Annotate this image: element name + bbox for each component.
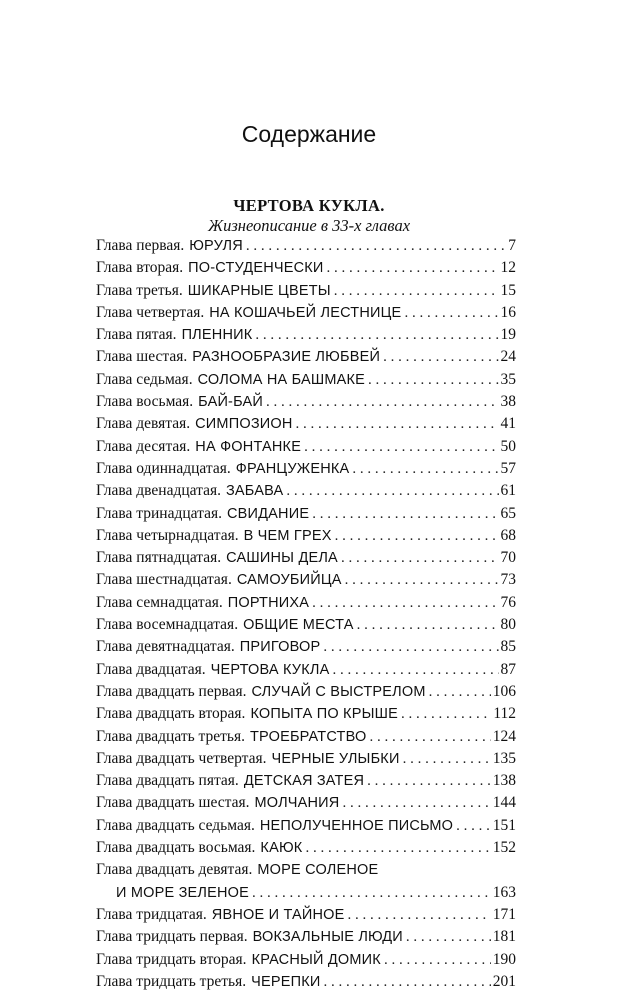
chapter-label: Глава тридцать третья. [96, 972, 247, 990]
toc-line [96, 503, 516, 525]
chapter-label: Глава тридцатая. [96, 905, 207, 923]
chapter-label: Глава десятая. [96, 437, 191, 455]
dot-leader [400, 748, 491, 770]
chapter-title-continuation: И МОРЕ ЗЕЛЕНОЕ [116, 884, 250, 901]
chapter-label: Глава двадцать вторая. [96, 705, 246, 723]
toc-line [96, 949, 516, 971]
toc-line [96, 726, 516, 748]
toc-line [96, 436, 516, 458]
chapter-title: ПОРТНИХА [227, 594, 310, 611]
chapter-page: 50 [500, 437, 516, 455]
toc-entry [96, 369, 516, 391]
chapter-label: Глава восемнадцатая. [96, 616, 239, 634]
chapter-label: Глава восьмая. [96, 393, 194, 411]
chapter-page: 181 [492, 928, 516, 946]
chapter-title: КАЮК [260, 840, 303, 857]
toc-entry [96, 614, 516, 636]
chapter-page: 16 [500, 303, 516, 321]
chapter-page: 24 [500, 348, 516, 366]
chapter-label: Глава шестая. [96, 348, 188, 366]
dot-leader [365, 369, 498, 391]
toc-entry [96, 235, 516, 257]
toc-line [96, 458, 516, 480]
toc-entry [96, 592, 516, 614]
chapter-label: Глава седьмая. [96, 370, 193, 388]
dot-leader [320, 971, 490, 993]
toc-line [96, 391, 516, 413]
toc-entry [96, 302, 516, 324]
chapter-title: ДЕТСКАЯ ЗАТЕЯ [243, 773, 365, 790]
chapter-title: СИМПОЗИОН [195, 416, 293, 433]
toc-entry [96, 971, 516, 993]
dot-leader [380, 346, 498, 368]
chapter-title: СЛУЧАЙ С ВЫСТРЕЛОМ [251, 683, 426, 700]
dot-leader [338, 547, 499, 569]
toc-line [96, 525, 516, 547]
chapter-label: Глава двадцатая. [96, 660, 206, 678]
toc-line [96, 547, 516, 569]
dot-leader [381, 949, 491, 971]
toc-entry [96, 815, 516, 837]
toc-entry [96, 569, 516, 591]
toc-line [96, 971, 516, 993]
toc-line [96, 636, 516, 658]
dot-leader [345, 904, 491, 926]
toc-entry [96, 904, 516, 926]
table-of-contents [96, 235, 516, 993]
dot-leader [249, 882, 491, 904]
dot-leader [426, 681, 491, 703]
chapter-title: ЗАБАВА [225, 483, 284, 500]
toc-line [96, 235, 516, 257]
chapter-label: Глава третья. [96, 281, 183, 299]
chapter-label: Глава первая. [96, 237, 185, 254]
dot-leader [252, 324, 498, 346]
chapter-label: Глава семнадцатая. [96, 593, 223, 611]
toc-entry [96, 413, 516, 435]
dot-leader [339, 792, 490, 814]
toc-line [96, 904, 516, 926]
dot-leader [301, 436, 498, 458]
dot-leader [302, 837, 490, 859]
toc-line [96, 413, 516, 435]
toc-entry [96, 748, 516, 770]
toc-entry [96, 324, 516, 346]
chapter-label: Глава четырнадцатая. [96, 526, 239, 544]
chapter-page: 138 [492, 772, 516, 790]
chapter-page: 7 [508, 237, 516, 254]
toc-line [96, 815, 516, 837]
chapter-title: ФРАНЦУЖЕНКА [235, 460, 350, 477]
chapter-title: САМОУБИЙЦА [236, 572, 342, 589]
chapter-label: Глава пятнадцатая. [96, 549, 222, 567]
toc-line [96, 770, 516, 792]
toc-entry [96, 280, 516, 302]
chapter-label: Глава пятая. [96, 326, 177, 344]
chapter-label: Глава двадцать четвертая. [96, 749, 267, 767]
chapter-page: 61 [500, 482, 516, 500]
toc-line [96, 324, 516, 346]
chapter-page: 15 [500, 281, 516, 299]
chapter-title: ЧЕРТОВА КУКЛА [210, 661, 330, 678]
chapter-title: САШИНЫ ДЕЛА [226, 550, 338, 567]
toc-line [96, 369, 516, 391]
dot-leader [331, 280, 499, 302]
chapter-title: ЮРУЛЯ [189, 238, 243, 254]
toc-entry [96, 859, 516, 904]
toc-line [96, 614, 516, 636]
chapter-page: 190 [492, 950, 516, 968]
chapter-label: Глава девятая. [96, 415, 191, 433]
toc-line [96, 569, 516, 591]
toc-line [96, 681, 516, 703]
dot-leader [283, 480, 498, 502]
chapter-page: 80 [500, 616, 516, 634]
dot-leader [342, 569, 499, 591]
chapter-page: 152 [492, 839, 516, 857]
chapter-title: СВИДАНИЕ [226, 505, 310, 522]
dot-leader [309, 503, 498, 525]
toc-line [96, 926, 516, 948]
chapter-page: 163 [492, 883, 516, 901]
dot-leader [324, 257, 499, 279]
toc-entry [96, 703, 516, 725]
dot-leader [349, 458, 498, 480]
toc-line [96, 837, 516, 859]
chapter-title: РАЗНООБРАЗИЕ ЛЮБВЕЙ [192, 349, 381, 366]
chapter-title: ЧЕРНЫЕ УЛЫБКИ [271, 750, 400, 767]
chapter-page: 76 [500, 593, 516, 611]
toc-entry [96, 480, 516, 502]
toc-line [96, 882, 516, 904]
page-heading: Содержание [241, 121, 377, 147]
chapter-page: 12 [500, 259, 516, 277]
chapter-label: Глава двадцать третья. [96, 727, 245, 745]
toc-entry [96, 547, 516, 569]
toc-line [96, 480, 516, 502]
dot-leader [309, 592, 498, 614]
toc-entry [96, 636, 516, 658]
chapter-label: Глава тридцать первая. [96, 928, 248, 946]
chapter-label: Глава девятнадцатая. [96, 638, 235, 656]
toc-entry [96, 926, 516, 948]
toc-line [96, 659, 516, 681]
chapter-title: НЕПОЛУЧЕННОЕ ПИСЬМО [259, 817, 454, 834]
book-subtitle: Жизнеописание в 33-х главах [207, 216, 411, 235]
chapter-label: Глава двадцать восьмая. [96, 839, 256, 857]
toc-entry [96, 391, 516, 413]
toc-entry [96, 257, 516, 279]
chapter-title: ПО-СТУДЕНЧЕСКИ [188, 260, 324, 277]
chapter-title: ЯВНОЕ И ТАЙНОЕ [211, 906, 345, 923]
chapter-page: 19 [500, 326, 516, 344]
dot-leader [320, 636, 498, 658]
chapter-label: Глава четвертая. [96, 303, 205, 321]
toc-entry [96, 792, 516, 814]
toc-line [96, 280, 516, 302]
book-title: ЧЕРТОВА КУКЛА. [233, 196, 385, 215]
chapter-label: Глава одиннадцатая. [96, 459, 231, 477]
toc-entry [96, 525, 516, 547]
chapter-page: 112 [493, 705, 516, 723]
chapter-page: 171 [492, 905, 516, 923]
chapter-title: ШИКАРНЫЕ ЦВЕТЫ [187, 282, 331, 299]
chapter-label: Глава двадцать шестая. [96, 794, 250, 812]
chapter-title: СОЛОМА НА БАШМАКЕ [197, 371, 366, 388]
chapter-page: 85 [500, 638, 516, 656]
chapter-page: 135 [492, 749, 516, 767]
dot-leader [332, 525, 499, 547]
chapter-title: МОРЕ СОЛЕНОЕ [257, 862, 379, 879]
dot-leader [398, 703, 491, 725]
chapter-page: 38 [500, 393, 516, 411]
toc-entry [96, 681, 516, 703]
toc-entry [96, 726, 516, 748]
toc-line [96, 302, 516, 324]
chapter-title: МОЛЧАНИЯ [254, 795, 340, 812]
chapter-title: КОПЫТА ПО КРЫШЕ [250, 706, 398, 723]
toc-entry [96, 346, 516, 368]
toc-entry [96, 659, 516, 681]
chapter-title: ОБЩИЕ МЕСТА [243, 617, 354, 634]
dot-leader [364, 770, 491, 792]
chapter-title: ЧЕРЕПКИ [251, 973, 321, 990]
dot-leader [243, 235, 506, 257]
chapter-label: Глава вторая. [96, 259, 184, 277]
chapter-page: 201 [492, 972, 516, 990]
chapter-title: ПЛЕННИК [181, 327, 253, 344]
dot-leader [366, 726, 490, 748]
chapter-page: 57 [500, 459, 516, 477]
toc-entry [96, 458, 516, 480]
chapter-label: Глава двадцать первая. [96, 682, 247, 700]
chapter-title: ВОКЗАЛЬНЫЕ ЛЮДИ [252, 929, 403, 946]
chapter-page: 68 [500, 526, 516, 544]
chapter-title: ТРОЕБРАТСТВО [249, 728, 367, 745]
chapter-label: Глава двадцать седьмая. [96, 816, 255, 834]
chapter-label: Глава шестнадцатая. [96, 571, 232, 589]
toc-line [96, 748, 516, 770]
chapter-title: КРАСНЫЙ ДОМИК [251, 951, 381, 968]
toc-line [96, 257, 516, 279]
dot-leader [354, 614, 499, 636]
toc-entry [96, 436, 516, 458]
toc-line [96, 859, 516, 881]
chapter-page: 87 [500, 660, 516, 678]
chapter-label: Глава двадцать девятая. [96, 861, 253, 879]
chapter-label: Глава двенадцатая. [96, 482, 221, 500]
toc-entry [96, 503, 516, 525]
chapter-page: 144 [492, 794, 516, 812]
chapter-label: Глава тринадцатая. [96, 504, 222, 522]
chapter-page: 73 [500, 571, 516, 589]
chapter-label: Глава двадцать пятая. [96, 772, 239, 790]
toc-line [96, 592, 516, 614]
chapter-page: 124 [492, 727, 516, 745]
toc-entry [96, 837, 516, 859]
dot-leader [453, 815, 491, 837]
toc-entry [96, 770, 516, 792]
toc-entry [96, 949, 516, 971]
chapter-title: НА КОШАЧЬЕЙ ЛЕСТНИЦЕ [209, 304, 402, 321]
dot-leader [329, 659, 498, 681]
toc-line [96, 346, 516, 368]
chapter-page: 151 [492, 816, 516, 834]
dot-leader [403, 926, 491, 948]
toc-line [96, 703, 516, 725]
chapter-label: Глава тридцать вторая. [96, 950, 247, 968]
toc-line [96, 792, 516, 814]
chapter-page: 106 [492, 682, 516, 700]
dot-leader [263, 391, 499, 413]
chapter-title: БАЙ-БАЙ [198, 394, 263, 411]
dot-leader [401, 302, 498, 324]
chapter-title: НА ФОНТАНКЕ [195, 438, 302, 455]
chapter-page: 70 [500, 549, 516, 567]
chapter-page: 41 [500, 415, 516, 433]
dot-leader [293, 413, 499, 435]
chapter-title: В ЧЕМ ГРЕХ [243, 527, 332, 544]
chapter-title: ПРИГОВОР [239, 639, 321, 656]
chapter-page: 65 [500, 504, 516, 522]
chapter-page: 35 [500, 370, 516, 388]
